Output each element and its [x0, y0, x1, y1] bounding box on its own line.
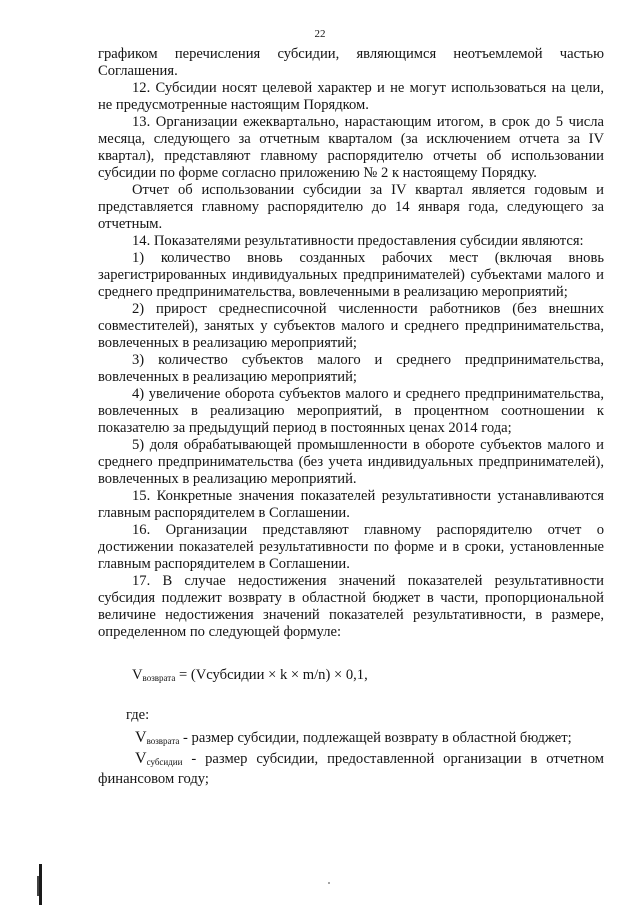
indicator-1: 1) количество вновь созданных рабочих мест (включая вновь зарегистрированных индивидуальных предпринимателей) субъектами малого и среднего предпринимательства, вовлеченными в реализацию мероприятий;	[98, 250, 604, 300]
indicator-4: 4) увеличение оборота субъектов малого и среднего предпринимательства, вовлеченных в реализацию мероприятий, в процентном соотношении к показателю за предыдущий период в постоянных ценах 2014 года;	[98, 386, 604, 436]
paragraph-continuation: графиком перечисления субсидии, являющимся неотъемлемой частью Соглашения.	[98, 46, 604, 79]
definition-text: - размер субсидии, подлежащей возврату в областной бюджет;	[179, 730, 572, 746]
paragraph-15: 15. Конкретные значения показателей результативности устанавливаются главным распорядителем в Соглашении.	[98, 488, 604, 521]
formula-v-subscript: возврата	[142, 673, 176, 683]
formula	[98, 667, 604, 687]
definition-subscript: субсидии	[146, 757, 183, 767]
definition-v-subsidy	[98, 750, 604, 788]
binding-mark-secondary	[37, 876, 39, 896]
paragraph-annual-report: Отчет об использовании субсидии за IV квартал является годовым и представляется главному распорядителю до 14 января года, следующего за отчетным.	[98, 182, 604, 232]
formula-expression: = (Vсубсидии × k × m/n) × 0,1,	[175, 667, 368, 683]
binding-mark	[39, 864, 42, 905]
where-label: где:	[126, 707, 150, 723]
paragraph-17: 17. В случае недостижения значений показателей результативности субсидия подлежит возврату в областной бюджет в части, пропорциональной величине недостижения значений показателей результативности, в размере, определенном по следующей формуле:	[98, 573, 604, 640]
paragraph-16: 16. Организации представляют главному распорядителю отчет о достижении показателей результативности по форме и в сроки, установленные главным распорядителем в Соглашении.	[98, 522, 604, 572]
document-body	[98, 46, 604, 788]
definition-symbol: V	[135, 750, 147, 767]
indicator-2: 2) прирост среднесписочной численности работников (без внешних совместителей), занятых у субъектов малого и среднего предпринимательства, вовлеченных в реализацию мероприятий;	[98, 301, 604, 351]
indicator-5: 5) доля обрабатывающей промышленности в обороте субъектов малого и среднего предпринимательства (без учета индивидуальных предпринимателей), вовлеченных в реализацию мероприятий.	[98, 437, 604, 487]
page-number: 22	[314, 28, 326, 40]
definition-subscript: возврата	[146, 736, 180, 746]
indicator-3: 3) количество субъектов малого и среднего предпринимательства, вовлеченных в реализацию мероприятий;	[98, 352, 604, 385]
paragraph-12: 12. Субсидии носят целевой характер и не могут использоваться на цели, не предусмотренные настоящим Порядком.	[98, 80, 604, 113]
definition-symbol: V	[135, 729, 147, 746]
formula-v: V	[132, 667, 143, 683]
paragraph-13: 13. Организации ежеквартально, нарастающим итогом, в срок до 5 числа месяца, следующего за отчетным кварталом (за исключением отчета за IV квартал), представляют главному распорядителю отчеты об использовании субсидии по форме согласно приложению № 2 к настоящему Порядку.	[98, 114, 604, 181]
scan-dot	[328, 882, 330, 884]
definition-text: - размер субсидии, предоставленной организации в отчетном финансовом году;	[98, 751, 604, 787]
paragraph-14: 14. Показателями результативности предоставления субсидии являются:	[132, 233, 584, 249]
definition-v-return	[98, 729, 604, 750]
